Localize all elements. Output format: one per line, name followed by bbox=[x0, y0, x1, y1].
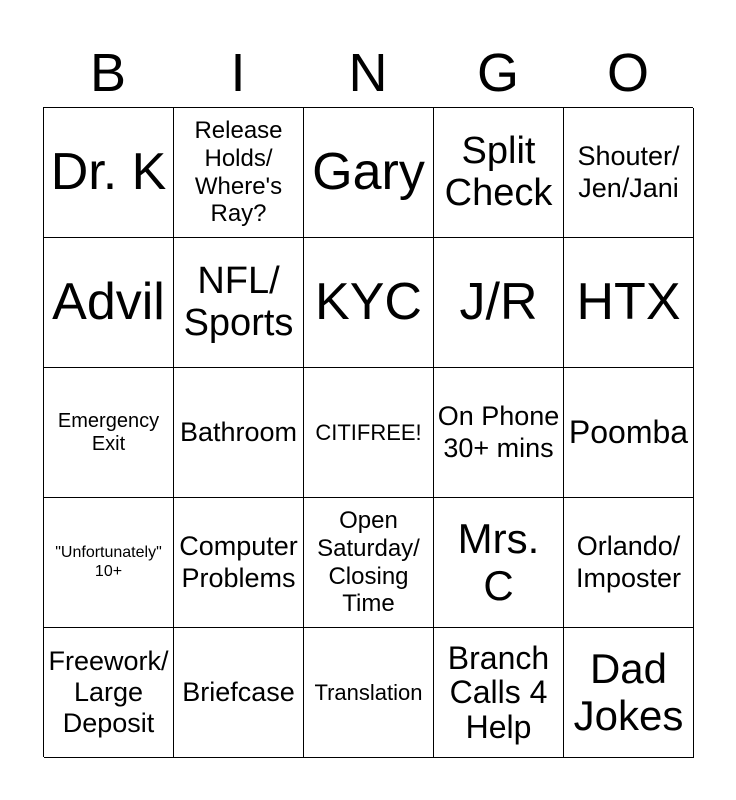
bingo-cell[interactable] bbox=[44, 628, 174, 758]
bingo-cell[interactable] bbox=[174, 628, 304, 758]
cell-text: Open Saturday/ Closing Time bbox=[317, 507, 420, 618]
cell-text: Computer Problems bbox=[179, 531, 298, 593]
bingo-cell[interactable] bbox=[304, 368, 434, 498]
cell-text: Poomba bbox=[568, 414, 689, 451]
bingo-cell[interactable] bbox=[564, 628, 694, 758]
bingo-cell[interactable] bbox=[564, 108, 694, 238]
bingo-cell[interactable] bbox=[434, 108, 564, 238]
cell-text: Emergency Exit bbox=[57, 409, 160, 455]
cell-text: Branch Calls 4 Help bbox=[447, 639, 550, 745]
cell-text: Gary bbox=[312, 143, 425, 202]
bingo-cell[interactable] bbox=[434, 628, 564, 758]
bingo-header bbox=[43, 40, 693, 106]
cell-text: Advil bbox=[52, 273, 165, 332]
cell-text: Freework/ Large Deposit bbox=[48, 645, 169, 739]
cell-text: Bathroom bbox=[179, 416, 298, 447]
cell-text: CITIFREE! bbox=[315, 419, 422, 445]
bingo-cell[interactable] bbox=[304, 498, 434, 628]
bingo-cell[interactable] bbox=[174, 498, 304, 628]
bingo-cell[interactable] bbox=[174, 238, 304, 368]
cell-text: Dad Jokes bbox=[573, 645, 684, 739]
bingo-cell[interactable] bbox=[44, 238, 174, 368]
bingo-cell[interactable] bbox=[564, 498, 694, 628]
header-letter-n: N bbox=[348, 43, 388, 103]
bingo-cell[interactable] bbox=[434, 498, 564, 628]
bingo-cell[interactable] bbox=[304, 628, 434, 758]
bingo-cell[interactable] bbox=[564, 368, 694, 498]
cell-text: J/R bbox=[459, 273, 538, 332]
bingo-cell[interactable] bbox=[44, 108, 174, 238]
bingo-cell[interactable] bbox=[174, 108, 304, 238]
cell-text: Translation bbox=[314, 679, 423, 705]
header-letter-b: B bbox=[89, 43, 127, 103]
header-letter-o: O bbox=[606, 43, 649, 103]
cell-text: Release Holds/ Where's Ray? bbox=[194, 117, 283, 228]
bingo-cell[interactable] bbox=[44, 498, 174, 628]
bingo-cell[interactable] bbox=[174, 368, 304, 498]
cell-text: Mrs. C bbox=[457, 515, 540, 609]
header-letter-g: G bbox=[476, 43, 519, 103]
bingo-cell[interactable] bbox=[44, 368, 174, 498]
bingo-board bbox=[43, 107, 693, 757]
cell-text: "Unfortunately" 10+ bbox=[55, 544, 162, 580]
bingo-cell[interactable] bbox=[304, 108, 434, 238]
cell-text: NFL/ Sports bbox=[183, 259, 294, 344]
header-letter-i: I bbox=[230, 43, 246, 103]
bingo-cell[interactable] bbox=[304, 238, 434, 368]
cell-text: KYC bbox=[315, 273, 422, 332]
cell-text: Briefcase bbox=[182, 676, 295, 707]
bingo-cell[interactable] bbox=[564, 238, 694, 368]
cell-text: Orlando/ Imposter bbox=[575, 531, 682, 593]
cell-text: HTX bbox=[576, 273, 681, 332]
bingo-cell[interactable] bbox=[434, 238, 564, 368]
cell-text: Shouter/ Jen/Jani bbox=[577, 141, 680, 203]
cell-text: On Phone 30+ mins bbox=[437, 401, 560, 463]
cell-text: Split Check bbox=[444, 129, 553, 214]
cell-text: Dr. K bbox=[50, 143, 167, 202]
bingo-cell[interactable] bbox=[434, 368, 564, 498]
